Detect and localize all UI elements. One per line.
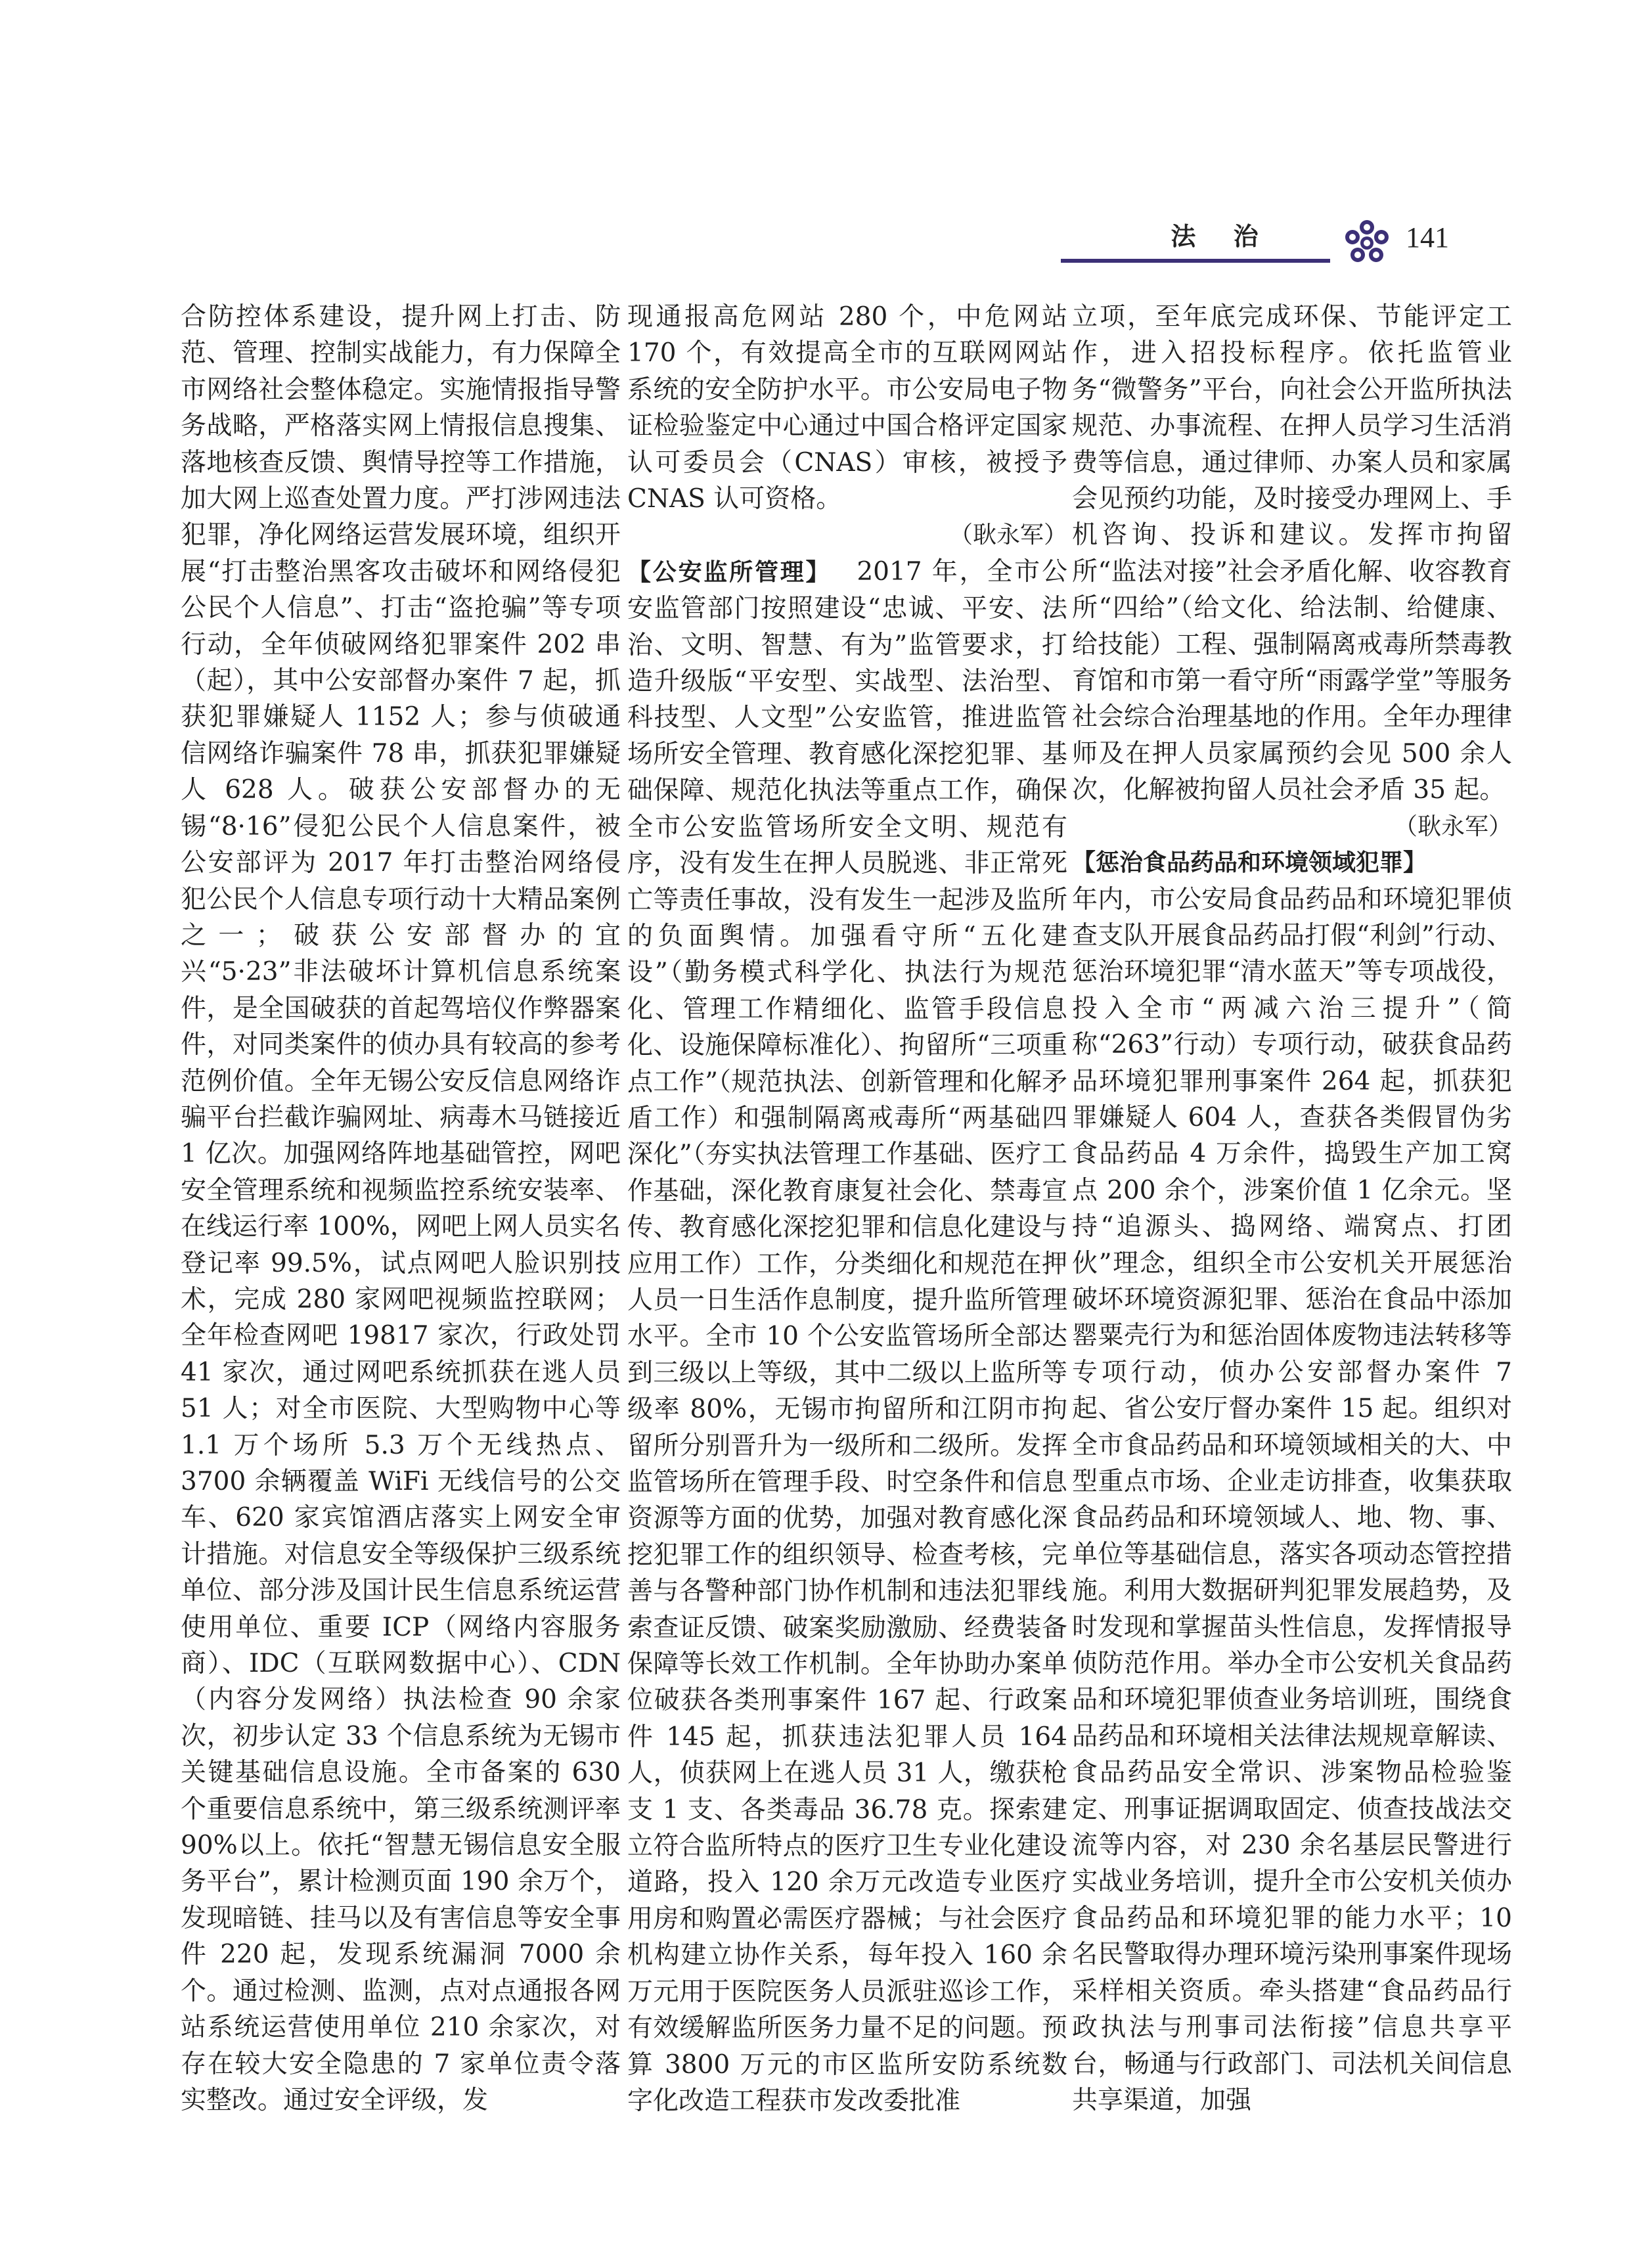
page-number: 141 (1406, 221, 1449, 254)
header-rule (1061, 259, 1330, 263)
article-heading: 【惩治食品药品和环境领域犯罪】 (1072, 849, 1427, 877)
paragraph: 合防控体系建设，提升网上打击、防范、管理、控制实战能力，有力保障全市网络社会整体稳定。实施情报指导警务战略，严格落实网上情报信息搜集、落地核查反馈、舆情导控等工作措施，加大网上巡查处置力度。严打涉网违法犯罪，净化网络运营发展环境，组织开展“打击整治黑客攻击破坏和网络侵犯公民个人信息”、打击“盗抢骗”等专项行动，全年侦破网络犯罪案件 202 串（起），其中公安部督办案件 7 起，抓获犯罪嫌疑人 1152 人；参与侦破通信网络诈骗案件 78 串，抓获犯罪嫌疑人 628 人。破获公安部督办的无锡“8·16”侵犯公民个人信息案件，被公安部评为 2017 年打击整治网络侵犯公民个人信息专项行动十大精品案例之一；破获公安部督办的宜兴“5·23”非法破坏计算机信息系统案件，是全国破获的首起驾培仪作弊器案件，对同类案件的侦办具有较高的参考范例价值。全年无锡公安反信息网络诈骗平台拦截诈骗网址、病毒木马链接近 1 亿次。加强网络阵地基础管控，网吧安全管理系统和视频监控系统安装率、在线运行率 100%，网吧上网人员实名登记率 99.5%，试点网吧人脸识别技术，完成 280 家网吧视频监控联网；全年检查网吧 19817 家次，行政处罚 41 家次，通过网吧系统抓获在逃人员 51 人；对全市医院、大型购物中心等 1.1 万个场所 5.3 万个无线热点、3700 余辆覆盖 WiFi 无线信号的公交车、620 家宾馆酒店落实上网安全审计措施。对信息安全等级保护三级系统单位、部分涉及国计民生信息系统运营使用单位、重要 ICP（网络内容服务商）、IDC（互联网数据中心）、CDN（内容分发网络）执法检查 90 余家次，初步认定 33 个信息系统为无锡市关键基础信息设施。全市备案的 630 个重要信息系统中，第三级系统测评率 90%以上。依托“智慧无锡信息安全服务平台”，累计检测页面 190 余万个，发现暗链、挂马以及有害信息等安全事件 220 起，发现系统漏洞 7000 余个。通过检测、监测，点对点通报各网站系统运营使用单位 210 余家次，对存在较大安全隐患的 7 家单位责令落实整改。通过安全评级，发 (181, 302, 621, 2115)
paragraph: 2017 年，全市公安监管部门按照建设“忠诚、平安、法治、文明、智慧、有为”监管要求，打造升级版“平安型、实战型、法治型、科技型、人文型”公安监管，推进监管场所安全管理、教育感化深挖犯罪、基础保障、规范化执法等重点工作，确保全市公安监管场所安全文明、规范有序，没有发生在押人员脱逃、非正常死亡等责任事故，没有发生一起涉及监所的负面舆情。加强看守所“五化建设”（勤务模式科学化、执法行为规范化、管理工作精细化、监管手段信息化、设施保障标准化）、拘留所“三项重点工作”（规范执法、创新管理和化解矛盾工作）和强制隔离戒毒所“两基础四深化”（夯实执法管理工作基础、医疗工作基础，深化教育康复社会化、禁毒宣传、教育感化深挖犯罪和信息化建设与应用工作）工作，分类细化和规范在押人员一日生活作息制度，提升监所管理水平。全市 10 个公安监管场所全部达到三级以上等级，其中二级以上监所等级率 80%，无锡市拘留所和江阴市拘留所分别晋升为一级所和二级所。发挥监管场所在管理手段、时空条件和信息资源等方面的优势，加强对教育感化深挖犯罪工作的组织领导、检查考核，完善与各警种部门协作机制和违法犯罪线索查证反馈、破案奖励激励、经费装备保障等长效工作机制。全年协助办案单位破获各类刑事案件 167 起、行政案件 145 起，抓获违法犯罪人员 164 人，侦获网上在逃人员 31 人，缴获枪支 1 支、各类毒品 36.78 克。探索建立符合监所特点的医疗卫生专业化建设道路，投入 120 余万元改造专业医疗用房和购置必需医疗器械；与社会医疗机构建立协作关系，每年投入 160 余万元用于医院医务人员派驻巡诊工作，有效缓解监所医务力量不足的问题。预算 3800 万元的市区监所安防系统数字化改造工程获市发改委批准 (627, 556, 1067, 2116)
page-header (1061, 217, 1462, 263)
article-section (627, 554, 1067, 2119)
paragraph: 立项，至年底完成环保、节能评定工作，进入招投标程序。依托监管业务“微警务”平台，向社会公开监所执法规范、办事流程、在押人员学习生活消费等信息，通过律师、办案人员和家属会见预约功能，及时接受办理网上、手机咨询、投诉和建议。发挥市拘留所“监法对接”社会矛盾化解、收容教育所“四给”（给文化、给法制、给健康、给技能）工程、强制隔离戒毒所禁毒教育馆和市第一看守所“雨露学堂”等服务社会综合治理基地的作用。全年办理律师及在押人员家属预约会见 500 余人次，化解被拘留人员社会矛盾 35 起。 (1072, 302, 1512, 805)
article-heading: 【公安监所管理】 (627, 558, 832, 586)
paragraph: 现通报高危网站 280 个，中危网站 170 个，有效提高全市的互联网网站系统的安全防护水平。市公安局电子物证检验鉴定中心通过中国合格评定国家认可委员会（CNAS）审核，被授予 CNAS 认可资格。 (627, 302, 1067, 514)
logo-icon (1337, 217, 1397, 269)
paragraph: 年内，市公安局食品药品和环境犯罪侦查支队开展食品药品打假“利剑”行动、惩治环境犯罪“清水蓝天”等专项战役，投入全市“两减六治三提升”（简称“263”行动）专项行动，破获食品药品环境犯罪刑事案件 264 起，抓获犯罪嫌疑人 604 人，查获各类假冒伪劣食品药品 4 万余件，捣毁生产加工窝点 200 余个，涉案价值 1 亿余元。坚持“追源头、捣网络、端窝点、打团伙”理念，组织全市公安机关开展惩治破坏环境资源犯罪、惩治在食品中添加罂粟壳行为和惩治固体废物违法转移等专项行动，侦办公安部督办案件 7 起、省公安厅督办案件 15 起。组织对全市食品药品和环境领域相关的大、中型重点市场、企业走访排查，收集获取食品药品和环境领域人、地、物、事、单位等基础信息，落实各项动态管控措施。利用大数据研判犯罪发展趋势，及时发现和掌握苗头性信息，发挥情报导侦防范作用。举办全市公安机关食品药品和环境犯罪侦查业务培训班，围绕食品药品和环境相关法律法规规章解读、食品药品安全常识、涉案物品检验鉴定、刑事证据调取固定、侦查技战法交流等内容，对 230 余名基层民警进行实战业务培训，提升全市公安机关侦办食品药品和环境犯罪的能力水平；10 名民警取得办理环境污染刑事案件现场采样相关资质。牵头搭建“食品药品行政执法与刑事司法衔接”信息共享平台，畅通与行政部门、司法机关间信息共享渠道，加强 (1072, 884, 1512, 2115)
author-credit: （耿永军） (949, 522, 1067, 549)
column-left (181, 299, 621, 2118)
column-middle (627, 299, 1067, 2119)
column-right (1072, 299, 1512, 2118)
section-title: 法 治 (1171, 222, 1273, 251)
author-credit: （耿永军） (1393, 813, 1512, 840)
